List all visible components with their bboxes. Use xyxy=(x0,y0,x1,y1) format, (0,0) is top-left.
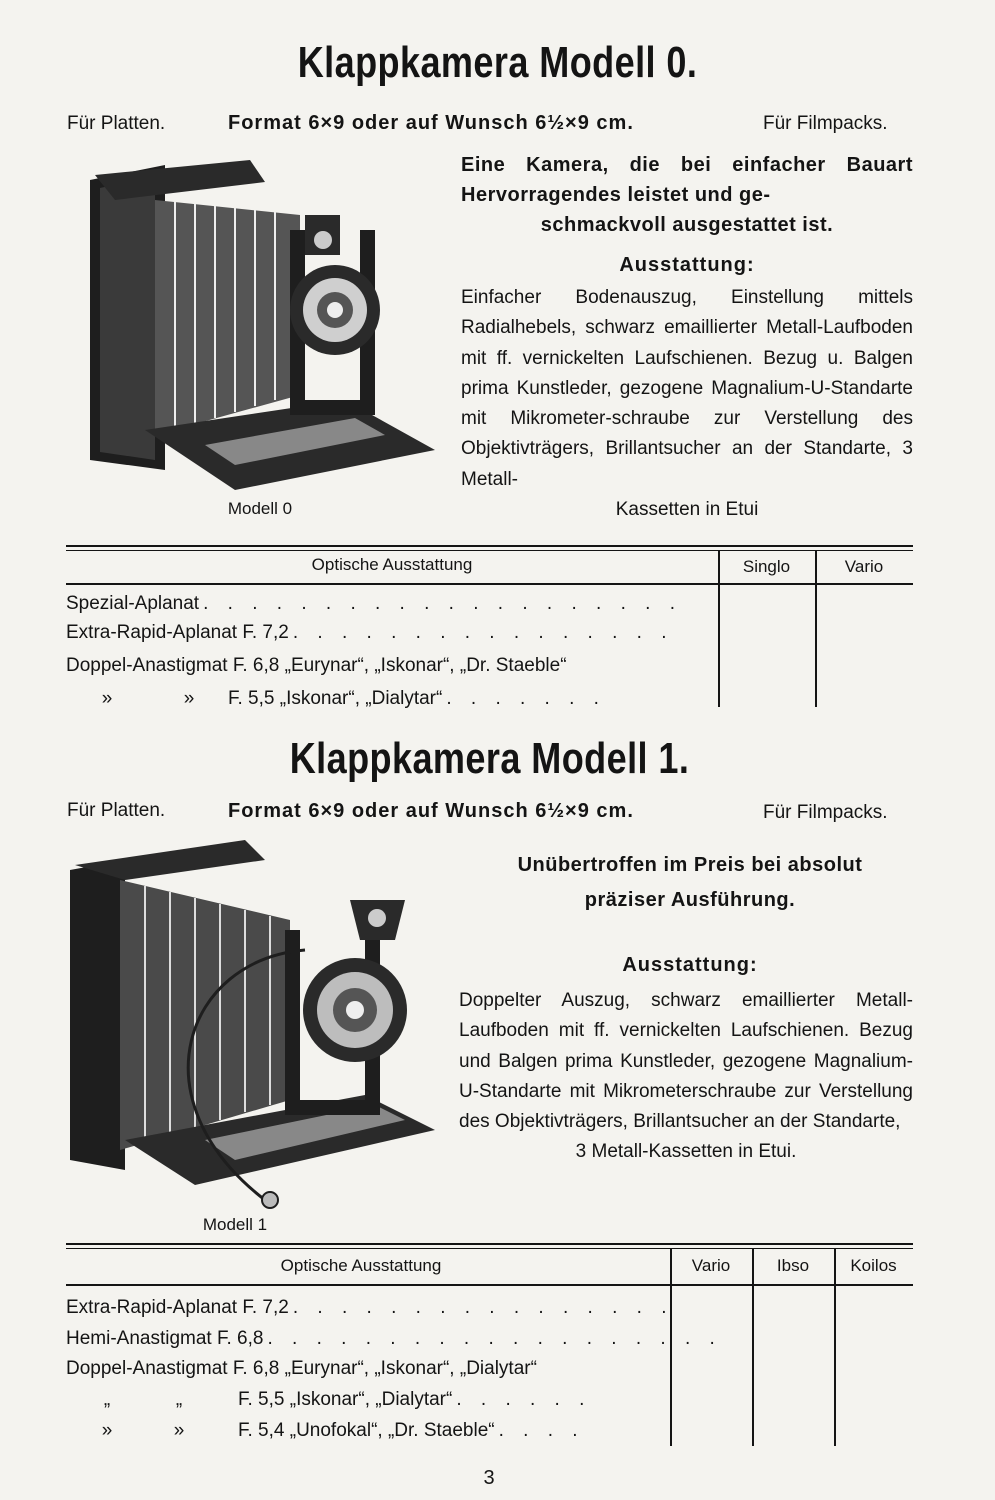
model0-table-row xyxy=(66,688,696,710)
model1-for-filmpacks: Für Filmpacks. xyxy=(763,802,888,823)
model0-title: Klappkamera Modell 0. xyxy=(297,38,698,87)
model0-row-label: Extra-Rapid-Aplanat F. 7,2 xyxy=(66,622,289,643)
model0-table-row xyxy=(66,655,706,677)
model1-features-last: 3 Metall-Kassetten in Etui. xyxy=(575,1141,797,1163)
model0-row-label: F. 5,5 „Iskonar“, „Dialytar“ xyxy=(228,688,443,709)
model0-table-top-rule-2 xyxy=(66,550,913,551)
model1-table-col-koilos: Koilos xyxy=(850,1256,897,1275)
model1-table-divider-2 xyxy=(752,1248,754,1446)
model0-slogan-main: Eine Kamera, die bei einfacher Bauart Hervorragendes leistet und ge- xyxy=(461,154,913,206)
model1-format: Format 6×9 oder auf Wunsch 6½×9 cm. xyxy=(228,800,634,822)
model1-table-row xyxy=(66,1420,661,1442)
model1-row-label: Hemi-Anastigmat F. 6,8 xyxy=(66,1328,264,1349)
model1-table-header-rule xyxy=(66,1284,913,1286)
model0-for-filmpacks: Für Filmpacks. xyxy=(763,113,888,134)
model1-row-ditto: » xyxy=(101,1420,113,1441)
model1-table-top-rule xyxy=(66,1243,913,1245)
model0-format: Format 6×9 oder auf Wunsch 6½×9 cm. xyxy=(228,112,634,134)
model1-row-ditto: „ xyxy=(175,1389,183,1410)
model1-row-dots: . . . . . . xyxy=(456,1389,592,1410)
model1-row-label: Doppel-Anastigmat F. 6,8 „Eurynar“, „Iskonar“, „Dialytar“ xyxy=(66,1358,537,1379)
model1-table-row xyxy=(66,1389,661,1411)
model0-table-row xyxy=(66,622,696,644)
model1-table-row xyxy=(66,1297,674,1319)
model0-table-top-rule xyxy=(66,545,913,547)
model1-features-text xyxy=(459,986,913,1168)
model0-table-row xyxy=(66,593,696,615)
model1-features-main: Doppelter Auszug, schwarz emaillierter Metall-Laufboden mit ff. vernickelten Laufschienen. Bezug und Balgen prima Kunstleder, gezogene Magnalium-U-Standarte mit Mikrometerschraube zur Verstellung des Objektivträgers, Brillantsucher an der Standarte, xyxy=(459,990,913,1133)
model1-row-ditto: » xyxy=(173,1420,185,1441)
model1-for-plates: Für Platten. xyxy=(67,800,166,821)
model1-row-label: Extra-Rapid-Aplanat F. 7,2 xyxy=(66,1297,289,1318)
model1-table-row xyxy=(66,1328,722,1350)
model0-camera-illustration xyxy=(85,160,445,495)
model0-row-dots: . . . . . . . xyxy=(446,688,606,709)
model1-title: Klappkamera Modell 1. xyxy=(289,734,690,783)
model0-row-dots: . . . . . . . . . . . . . . . . xyxy=(292,622,674,643)
model1-row-dots: . . . . . . . . . . . . . . . . xyxy=(292,1297,674,1318)
model0-row-label: Doppel-Anastigmat F. 6,8 „Eurynar“, „Iskonar“, „Dr. Staeble“ xyxy=(66,655,567,676)
model1-slogan-line2: präziser Ausführung. xyxy=(584,889,796,911)
model0-features-main: Einfacher Bodenauszug, Einstellung mittels Radialhebels, schwarz emaillierter Metall-Laufboden mit ff. vernickelten Laufschienen. Bezug u. Balgen prima Kunstleder, gezogene Magnalium-U-Standarte mit Mikrometer-schraube zur Verstellung des Objektivträgers, Brillantsucher an der Standarte, 3 Metall- xyxy=(461,287,913,490)
model1-row-dots: . . . . xyxy=(498,1420,585,1441)
model0-row-ditto: » xyxy=(183,688,195,709)
model0-row-label: Spezial-Aplanat xyxy=(66,593,200,614)
model1-table-header: Optische Ausstattung xyxy=(280,1256,442,1275)
model0-slogan-last: schmackvoll ausgestattet ist. xyxy=(540,214,834,236)
model1-table-col-ibso: Ibso xyxy=(776,1256,810,1275)
model1-table-col-vario: Vario xyxy=(691,1256,731,1275)
model1-table-divider-3 xyxy=(834,1248,836,1446)
model0-table-col-vario: Vario xyxy=(844,557,884,576)
model1-table-top-rule-2 xyxy=(66,1248,913,1249)
model0-slogan xyxy=(461,150,913,240)
model0-caption: Modell 0 xyxy=(227,499,293,518)
model1-row-label: F. 5,5 „Iskonar“, „Dialytar“ xyxy=(238,1389,453,1410)
model0-table-col-singlo: Singlo xyxy=(742,557,791,576)
model1-table-row xyxy=(66,1358,666,1380)
model1-camera-illustration xyxy=(65,840,445,1215)
model1-row-ditto: „ xyxy=(103,1389,111,1410)
model0-table-header: Optische Ausstattung xyxy=(311,555,473,574)
model0-table-header-rule xyxy=(66,583,913,585)
model0-for-plates: Für Platten. xyxy=(67,113,166,134)
model0-features-last: Kassetten in Etui xyxy=(615,499,759,521)
model1-features-heading: Ausstattung: xyxy=(622,954,758,976)
model1-caption: Modell 1 xyxy=(202,1215,268,1234)
page-number: 3 xyxy=(483,1467,495,1489)
model0-row-dots: . . . . . . . . . . . . . . . . . . . . xyxy=(203,593,682,614)
model0-features-text xyxy=(461,283,913,525)
model0-row-ditto: » xyxy=(101,688,113,709)
model1-slogan-line1: Unübertroffen im Preis bei absolut xyxy=(517,854,863,876)
model1-row-label: F. 5,4 „Unofokal“, „Dr. Staeble“ xyxy=(238,1420,495,1441)
model1-row-dots: . . . . . . . . . . . . . . . . . . . xyxy=(267,1328,722,1349)
model0-features-heading: Ausstattung: xyxy=(619,254,755,276)
